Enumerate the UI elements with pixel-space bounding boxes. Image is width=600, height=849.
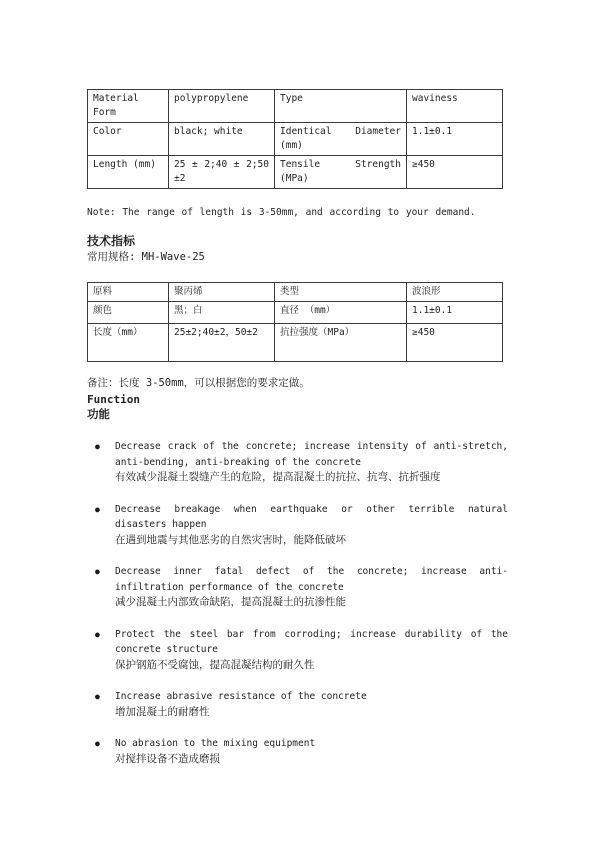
bullet-text-english: Decrease crack of the concrete; increase intensity of anti-stretch, anti-bending, anti-breaking of the concrete: [115, 441, 508, 468]
bullet-text-english: Protect the steel bar from corroding; increase durability of the concrete structure: [115, 628, 508, 655]
table-cell: 原料: [88, 283, 169, 302]
function-bullet-list: [87, 439, 508, 767]
table-cell: 波浪形: [407, 283, 503, 302]
spec-table-chinese: [87, 282, 503, 362]
note-text: Note: The range of length is 3-50mm, and according to your demand.: [87, 207, 476, 218]
table-row: [88, 324, 503, 362]
table-cell: Type: [275, 90, 407, 123]
table-row: [88, 283, 503, 302]
document-content: [87, 0, 508, 783]
table-cell: 1.1±0.1: [407, 123, 503, 156]
tech-indicators-heading: 技术指标: [87, 234, 136, 248]
table-row: [88, 123, 503, 156]
table-cell: Identical Diameter (mm): [275, 123, 407, 156]
bullet-icon: ●: [95, 504, 100, 514]
bullet-text-english: Increase abrasive resistance of the concrete: [115, 691, 367, 702]
remark-text: 备注：长度 3-50mm，可以根据您的要求定做。: [87, 377, 310, 389]
list-item-body: [115, 439, 508, 486]
bullet-text-english: Decrease inner fatal defect of the concrete; increase anti-infiltration performance of the concrete: [115, 566, 508, 593]
bullet-text-english: No abrasion to the mixing equipment: [115, 738, 316, 749]
table-cell: 黑；白: [169, 302, 275, 324]
bullet-icon: ●: [95, 692, 100, 701]
bullet-text-english: Decrease breakage when earthquake or other terrible natural disasters happen: [115, 503, 508, 530]
bullet-text-chinese: 增加混凝土的耐磨性: [115, 705, 210, 718]
spec-table-english: [87, 89, 503, 189]
bullet-text-chinese: 在遇到地震与其他恶劣的自然灾害时，能降低破坏: [115, 533, 346, 546]
table-cell: Length (mm): [88, 156, 169, 189]
table-cell: Color: [88, 123, 169, 156]
table-row: [88, 90, 503, 123]
table-cell: 颜色: [88, 302, 169, 324]
table-cell: ≥450: [407, 324, 503, 362]
list-item: [87, 627, 508, 674]
bullet-text-chinese: 有效减少混凝土裂缝产生的危险，提高混凝土的抗拉、抗弯、抗折强度: [115, 471, 441, 483]
list-item-body: [115, 627, 508, 674]
list-item: [87, 689, 508, 720]
table-cell: 抗拉强度（MPa）: [275, 324, 407, 362]
common-spec-line: 常用规格: MH-Wave-25: [87, 251, 205, 263]
list-item-body: [115, 502, 508, 549]
list-item: [87, 736, 508, 767]
table-cell: 类型: [275, 283, 407, 302]
table-cell: 25±2;40±2，50±2: [169, 324, 275, 362]
list-item-body: [115, 689, 508, 720]
list-item: [87, 564, 508, 611]
table-cell: 长度（mm）: [88, 324, 169, 362]
table-cell: 直径 （mm）: [275, 302, 407, 324]
bullet-icon: ●: [95, 739, 100, 748]
bullet-icon: ●: [95, 442, 100, 451]
bullet-text-chinese: 保护钢筋不受腐蚀，提高混凝结构的耐久性: [115, 658, 315, 671]
table-cell: black; white: [169, 123, 275, 156]
table-cell: ≥450: [407, 156, 503, 189]
table-row: [88, 302, 503, 324]
list-item: [87, 502, 508, 549]
list-item: [87, 439, 508, 486]
table-cell: Tensile Strength (MPa): [275, 156, 407, 189]
table-cell: 1.1±0.1: [407, 302, 503, 324]
table-row: [88, 156, 503, 189]
bullet-text-chinese: 减少混凝土内部致命缺陷，提高混凝土的抗渗性能: [115, 596, 346, 608]
function-heading-chinese: 功能: [87, 407, 110, 421]
table-cell: 25 ± 2;40 ± 2;50 ±2: [169, 156, 275, 189]
list-item-body: [115, 564, 508, 611]
table-cell: Material Form: [88, 90, 169, 123]
table-cell: polypropylene: [169, 90, 275, 123]
list-item-body: [115, 736, 508, 767]
bullet-icon: ●: [95, 567, 100, 576]
bullet-text-chinese: 对搅拌设备不造成磨损: [115, 752, 220, 765]
function-heading-english: Function: [87, 393, 140, 406]
bullet-icon: ●: [95, 629, 100, 639]
table-cell: waviness: [407, 90, 503, 123]
table-cell: 聚丙烯: [169, 283, 275, 302]
